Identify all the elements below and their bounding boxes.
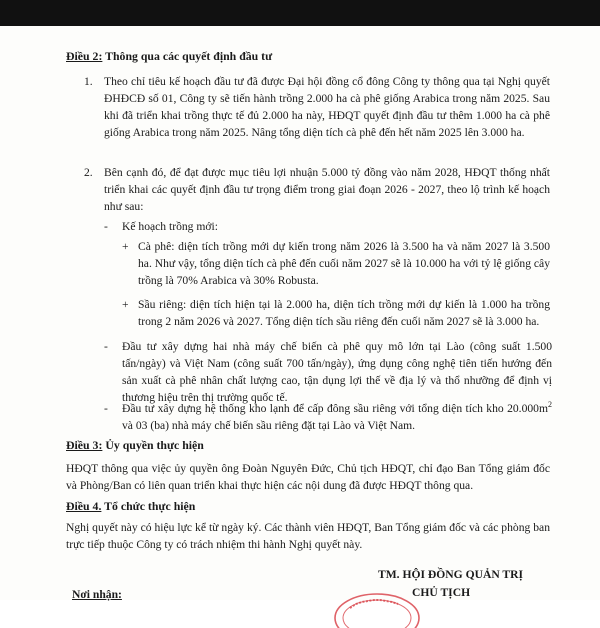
cold-storage-text-part2: và 03 (ba) nhà máy chế biến sầu riêng đặt tại Lào và Việt Nam. bbox=[122, 419, 416, 432]
section-3-text: HĐQT thông qua việc ủy quyền ông Đoàn Nguyên Đức, Chủ tịch HĐQT, chỉ đạo Ban Tổng giám đốc và Phòng/Ban có liên quan triển khai thực hiện các nội dung đã được HĐQT thông qua. bbox=[66, 462, 550, 492]
bullet-planting-text: Kế hoạch trồng mới: bbox=[122, 220, 218, 233]
item-1-text: Theo chỉ tiêu kế hoạch đầu tư đã được Đại hội đồng cổ đông Công ty thông qua tại Nghị quyết ĐHĐCĐ số 01, Công ty sẽ tiến hành trồng 2.000 ha cà phê giống Arabica trong năm 2025. Sau khi đã triển khai trồng thực tế đủ 2.000 ha này, HĐQT quyết định đầu tư thêm 1.000 ha cà phê giống Arabica trong năm 2025. Nâng tổng diện tích cà phê đến hết năm 2025 lên 3.000 ha. bbox=[104, 75, 550, 139]
section-3-label: Điều 3: bbox=[66, 438, 103, 452]
section-4-title: Tổ chức thực hiện bbox=[104, 499, 196, 513]
bullet-cold-storage-text bbox=[122, 400, 552, 434]
item-2-text: Bên cạnh đó, để đạt được mục tiêu lợi nhuận 5.000 tỷ đồng vào năm 2028, HĐQT thống nhất triển khai các quyết định đầu tư trọng điểm trong giai đoạn 2026 - 2027, theo lộ trình kế hoạch như sau: bbox=[104, 166, 550, 213]
section-3-title: Ủy quyền thực hiện bbox=[105, 438, 204, 452]
board-title: TM. HỘI ĐỒNG QUẢN TRỊ bbox=[378, 568, 524, 581]
item-1-number: 1. bbox=[84, 75, 93, 88]
section-2-heading bbox=[66, 48, 272, 65]
cold-storage-superscript: 2 bbox=[548, 400, 552, 410]
sub-coffee-mark: + bbox=[122, 240, 129, 253]
section-2-title: Thông qua các quyết định đầu tư bbox=[105, 49, 273, 63]
sub-coffee-text: Cà phê: diện tích trồng mới dự kiến trong năm 2026 là 3.500 ha và năm 2027 là 3.500 ha. Như vậy, tổng diện tích cà phê đến cuối năm 2027 sẽ là 10.000 ha với tỷ lệ giống cây trồng là 70% Arabica và 30% Robusta. bbox=[138, 240, 550, 287]
bullet-planting-mark: - bbox=[104, 220, 108, 233]
top-dark-bar bbox=[0, 0, 600, 26]
section-2-label: Điều 2: bbox=[66, 49, 103, 63]
sub-durian-mark: + bbox=[122, 298, 129, 311]
section-4-heading bbox=[66, 498, 195, 515]
bullet-cold-storage-mark: - bbox=[104, 402, 108, 415]
section-4-text: Nghị quyết này có hiệu lực kể từ ngày ký. Các thành viên HĐQT, Ban Tổng giám đốc và các phòng ban trực tiếp thuộc Công ty có trách nhiệm thi hành Nghị quyết này. bbox=[66, 521, 550, 551]
document-page bbox=[0, 26, 600, 600]
chair-title: CHỦ TỊCH bbox=[412, 586, 471, 599]
recipients-label: Nơi nhận: bbox=[72, 588, 122, 601]
bullet-factories-text: Đầu tư xây dựng hai nhà máy chế biến cà phê quy mô lớn tại Lào (công suất 1.500 tấn/ngày) và Việt Nam (công suất 700 tấn/ngày), ứng dụng công nghệ tiên tiến hướng đến sản xuất cà phê nhân chất lượng cao, tận dụng lợi thế về địa lý và thổ nhưỡng để định vị thương hiệu trên thị trường quốc tế. bbox=[122, 340, 552, 404]
section-4-label: Điều 4. bbox=[66, 499, 102, 513]
bullet-factories-mark: - bbox=[104, 340, 108, 353]
item-2-number: 2. bbox=[84, 166, 93, 179]
section-3-heading bbox=[66, 437, 204, 454]
sub-durian-text: Sầu riêng: diện tích hiện tại là 2.000 ha, diện tích trồng mới dự kiến là 1.000 ha trồng trong 2 năm 2026 và 2027. Tổng diện tích sầu riêng đến cuối năm 2027 sẽ là 3.000 ha. bbox=[138, 298, 550, 328]
company-seal-image bbox=[332, 588, 422, 628]
cold-storage-text-part1: Đầu tư xây dựng hệ thống kho lạnh để cấp đông sầu riêng với tổng diện tích kho 20.000m bbox=[122, 402, 548, 415]
